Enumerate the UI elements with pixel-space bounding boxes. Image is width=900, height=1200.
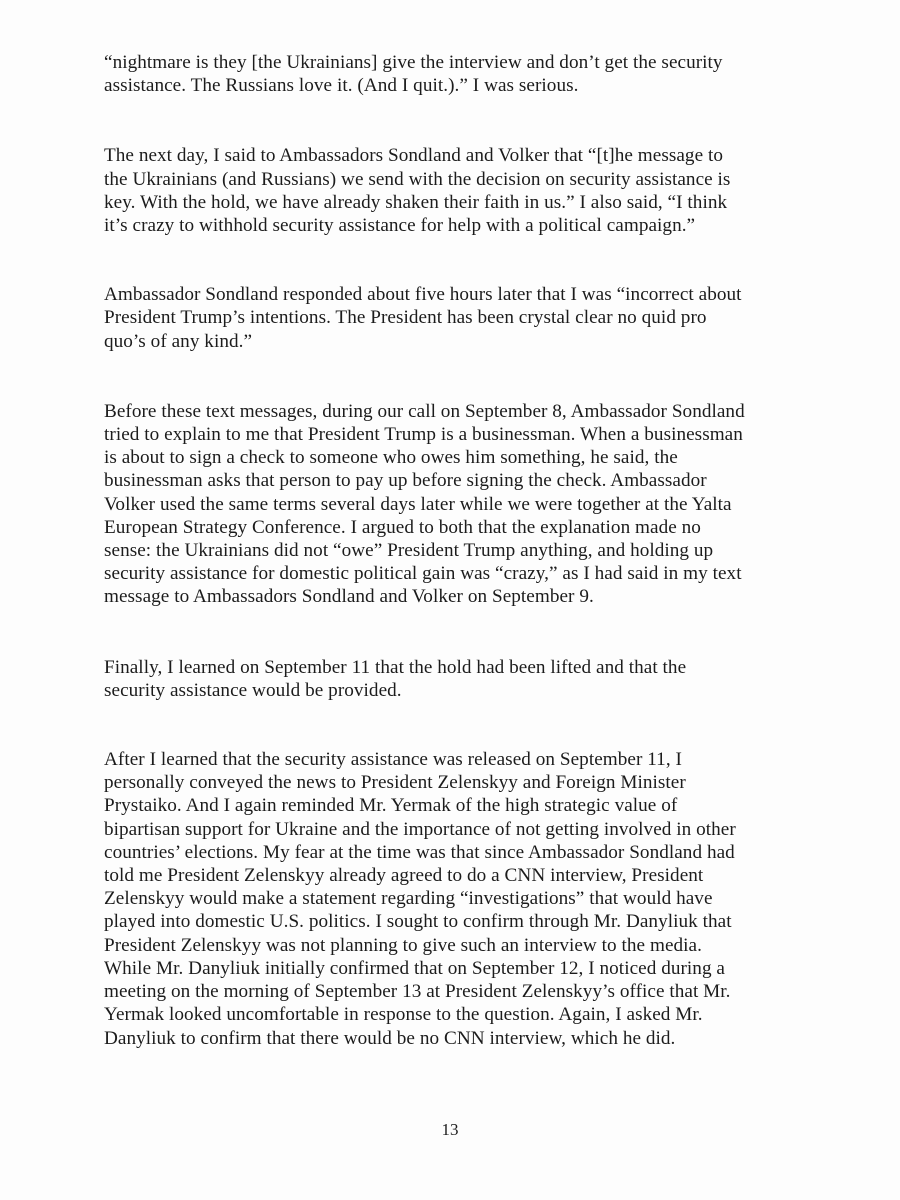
paragraph-6: After I learned that the security assistance was released on September 11, I personally conveyed the news to President Zelenskyy and Foreign Minister Prystaiko. And I again reminded Mr. Yermak of the high strategic value of bipartisan support for Ukraine and the importance of not getting involved in other countries’ elections. My fear at the time was that since Ambassador Sondland had told me President Zelenskyy already agreed to do a CNN interview, President Zelenskyy would make a statement regarding “investigations” that would have played into domestic U.S. politics. I sought to confirm through Mr. Danyliuk that President Zelenskyy was not planning to give such an interview to the media. While Mr. Danyliuk initially confirmed that on September 12, I noticed during a meeting on the morning of September 13 at President Zelenskyy’s office that Mr. Yermak looked uncomfortable in response to the question. Again, I asked Mr. Danyliuk to confirm that there would be no CNN interview, which he did. [104,749,736,1049]
paragraph-5: Finally, I learned on September 11 that the hold had been lifted and that the security assistance would be provided. [104,656,687,701]
paragraph-1: “nightmare is they [the Ukrainians] give the interview and don’t get the security assistance. The Russians love it. (And I quit.).” I was serious. [104,52,723,97]
paragraph-4: Before these text messages, during our call on September 8, Ambassador Sondland tried to explain to me that President Trump is a businessman. When a businessman is about to sign a check to someone who owes him something, he said, the businessman asks that person to pay up before signing the check. Ambassador Volker used the same terms several days later while we were together at the Yalta European Strategy Conference. I argued to both that the explanation made no sense: the Ukrainians did not “owe” President Trump anything, and holding up security assistance for domestic political gain was “crazy,” as I had said in my text message to Ambassadors Sondland and Volker on September 9. [104,400,745,608]
page-number: 13 [441,1120,459,1139]
document-body [104,51,874,1050]
paragraph-3: Ambassador Sondland responded about five hours later that I was “incorrect about President Trump’s intentions. The President has been crystal clear no quid pro quo’s of any kind.” [104,284,742,352]
paragraph-2: The next day, I said to Ambassadors Sondland and Volker that “[t]he message to the Ukrainians (and Russians) we send with the decision on security assistance is key. With the hold, we have already shaken their faith in us.” I also said, “I think it’s crazy to withhold security assistance for help with a political campaign.” [104,145,731,237]
